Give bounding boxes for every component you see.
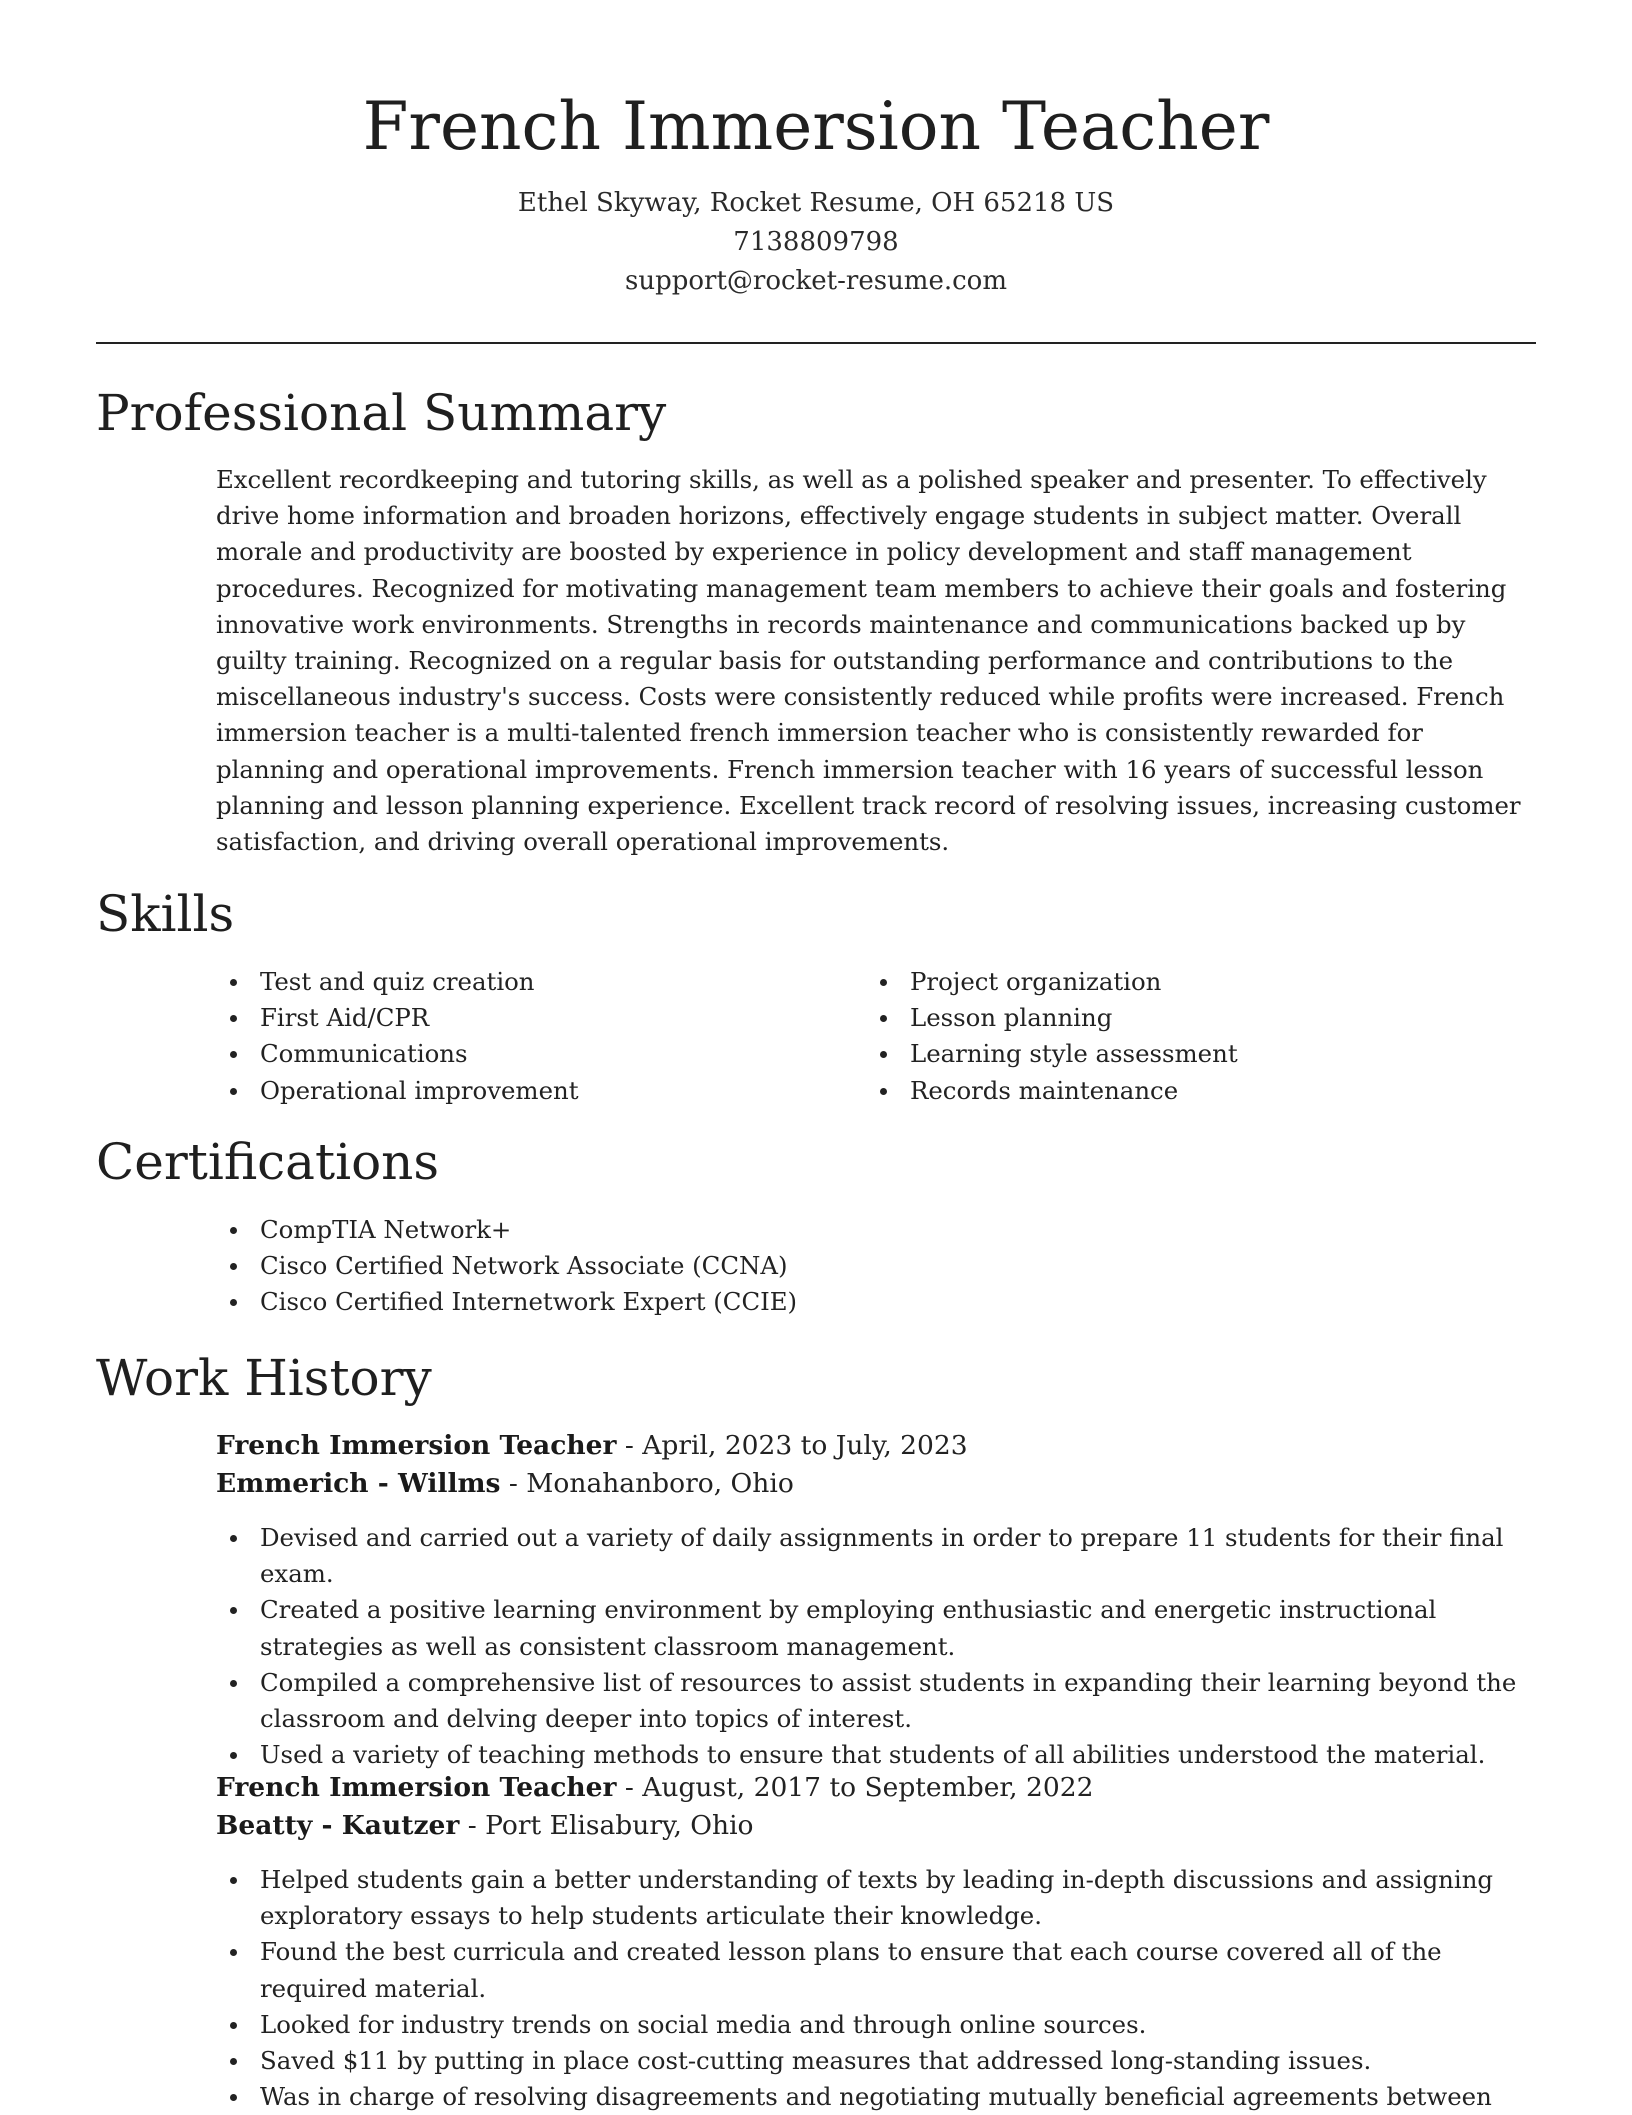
job-location: - Monahanboro, Ohio: [500, 1468, 794, 1499]
job-header: [216, 1427, 1536, 1503]
job-title-line: [216, 1427, 1536, 1465]
contact-phone: 7138809798: [733, 227, 899, 257]
skill-item: Operational improvement: [216, 1073, 856, 1109]
resume-header: [96, 80, 1536, 301]
skills-list-left: [216, 964, 856, 1109]
job-header: [216, 1769, 1536, 1845]
skill-item: Project organization: [866, 964, 1506, 1000]
certification-item: CompTIA Network+: [216, 1212, 1536, 1248]
job-title-line: [216, 1769, 1536, 1807]
summary-heading: Professional Summary: [96, 384, 667, 442]
job-bullet: Looked for industry trends on social media and through online sources.: [216, 2007, 1536, 2043]
job-bullet: Was in charge of resolving disagreements and negotiating mutually beneficial agreements between: [216, 2079, 1536, 2115]
skills-list-right: [866, 964, 1506, 1109]
job-dates: - August, 2017 to September, 2022: [616, 1772, 1094, 1803]
skill-item: Test and quiz creation: [216, 964, 856, 1000]
job-bullet: Compiled a comprehensive list of resources to assist students in expanding their learning beyond the classroom and delving deeper into topics of interest.: [216, 1665, 1536, 1737]
job-bullet: Saved $11 by putting in place cost-cutting measures that addressed long-standing issues.: [216, 2043, 1536, 2079]
certification-item: Cisco Certified Internetwork Expert (CCIE): [216, 1284, 1536, 1320]
header-divider: [96, 342, 1536, 344]
job-bullet: Found the best curricula and created lesson plans to ensure that each course covered all of the required material.: [216, 1934, 1536, 2006]
job-bullet: Used a variety of teaching methods to ensure that students of all abilities understood the material.: [216, 1737, 1536, 1773]
contact-block: [96, 184, 1536, 301]
job-role: French Immersion Teacher: [216, 1430, 617, 1461]
job-company: Beatty - Kautzer: [216, 1810, 460, 1841]
job-role: French Immersion Teacher: [216, 1772, 617, 1803]
job-location: - Port Elisabury, Ohio: [459, 1810, 754, 1841]
skills-heading: Skills: [96, 885, 235, 943]
contact-address: Ethel Skyway, Rocket Resume, OH 65218 US: [517, 188, 1115, 218]
job-bullet: Helped students gain a better understanding of texts by leading in-depth discussions and assigning exploratory essays to help students articulate their knowledge.: [216, 1862, 1536, 1934]
job-dates: - April, 2023 to July, 2023: [616, 1430, 968, 1461]
job-bullets: [216, 1520, 1536, 1773]
certifications-list: [216, 1212, 1536, 1321]
job-bullet: Devised and carried out a variety of daily assignments in order to prepare 11 students for their final exam.: [216, 1520, 1536, 1592]
candidate-name: French Immersion Teacher: [362, 88, 1270, 165]
job-company-line: [216, 1807, 1536, 1845]
skill-item: Learning style assessment: [866, 1036, 1506, 1072]
certifications-heading: Certifications: [96, 1133, 440, 1191]
skill-item: Lesson planning: [866, 1000, 1506, 1036]
skill-item: First Aid/CPR: [216, 1000, 856, 1036]
job-company-line: [216, 1465, 1536, 1503]
job-company: Emmerich - Willms: [216, 1468, 501, 1499]
certification-item: Cisco Certified Network Associate (CCNA): [216, 1248, 1536, 1284]
contact-email: support@rocket-resume.com: [624, 266, 1007, 296]
work-history-heading: Work History: [96, 1349, 432, 1407]
skill-item: Communications: [216, 1036, 856, 1072]
skill-item: Records maintenance: [866, 1073, 1506, 1109]
job-bullet: Created a positive learning environment by employing enthusiastic and energetic instructional strategies as well as consistent classroom management.: [216, 1592, 1536, 1664]
job-bullets: [216, 1862, 1536, 2115]
summary-text: Excellent recordkeeping and tutoring skills, as well as a polished speaker and presenter. To effectively drive home information and broaden horizons, effectively engage students in subject matter. Overall morale and productivity are boosted by experience in policy development and staff management procedures. Recognized for motivating management team members to achieve their goals and fostering innovative work environments. Strengths in records maintenance and communications backed up by guilty training. Recognized on a regular basis for outstanding performance and contributions to the miscellaneous industry's success. Costs were consistently reduced while profits were increased. French immersion teacher is a multi-talented french immersion teacher who is consistently rewarded for planning and operational improvements. French immersion teacher with 16 years of successful lesson planning and lesson planning experience. Excellent track record of resolving issues, increasing customer satisfaction, and driving overall operational improvements.: [216, 465, 1521, 857]
